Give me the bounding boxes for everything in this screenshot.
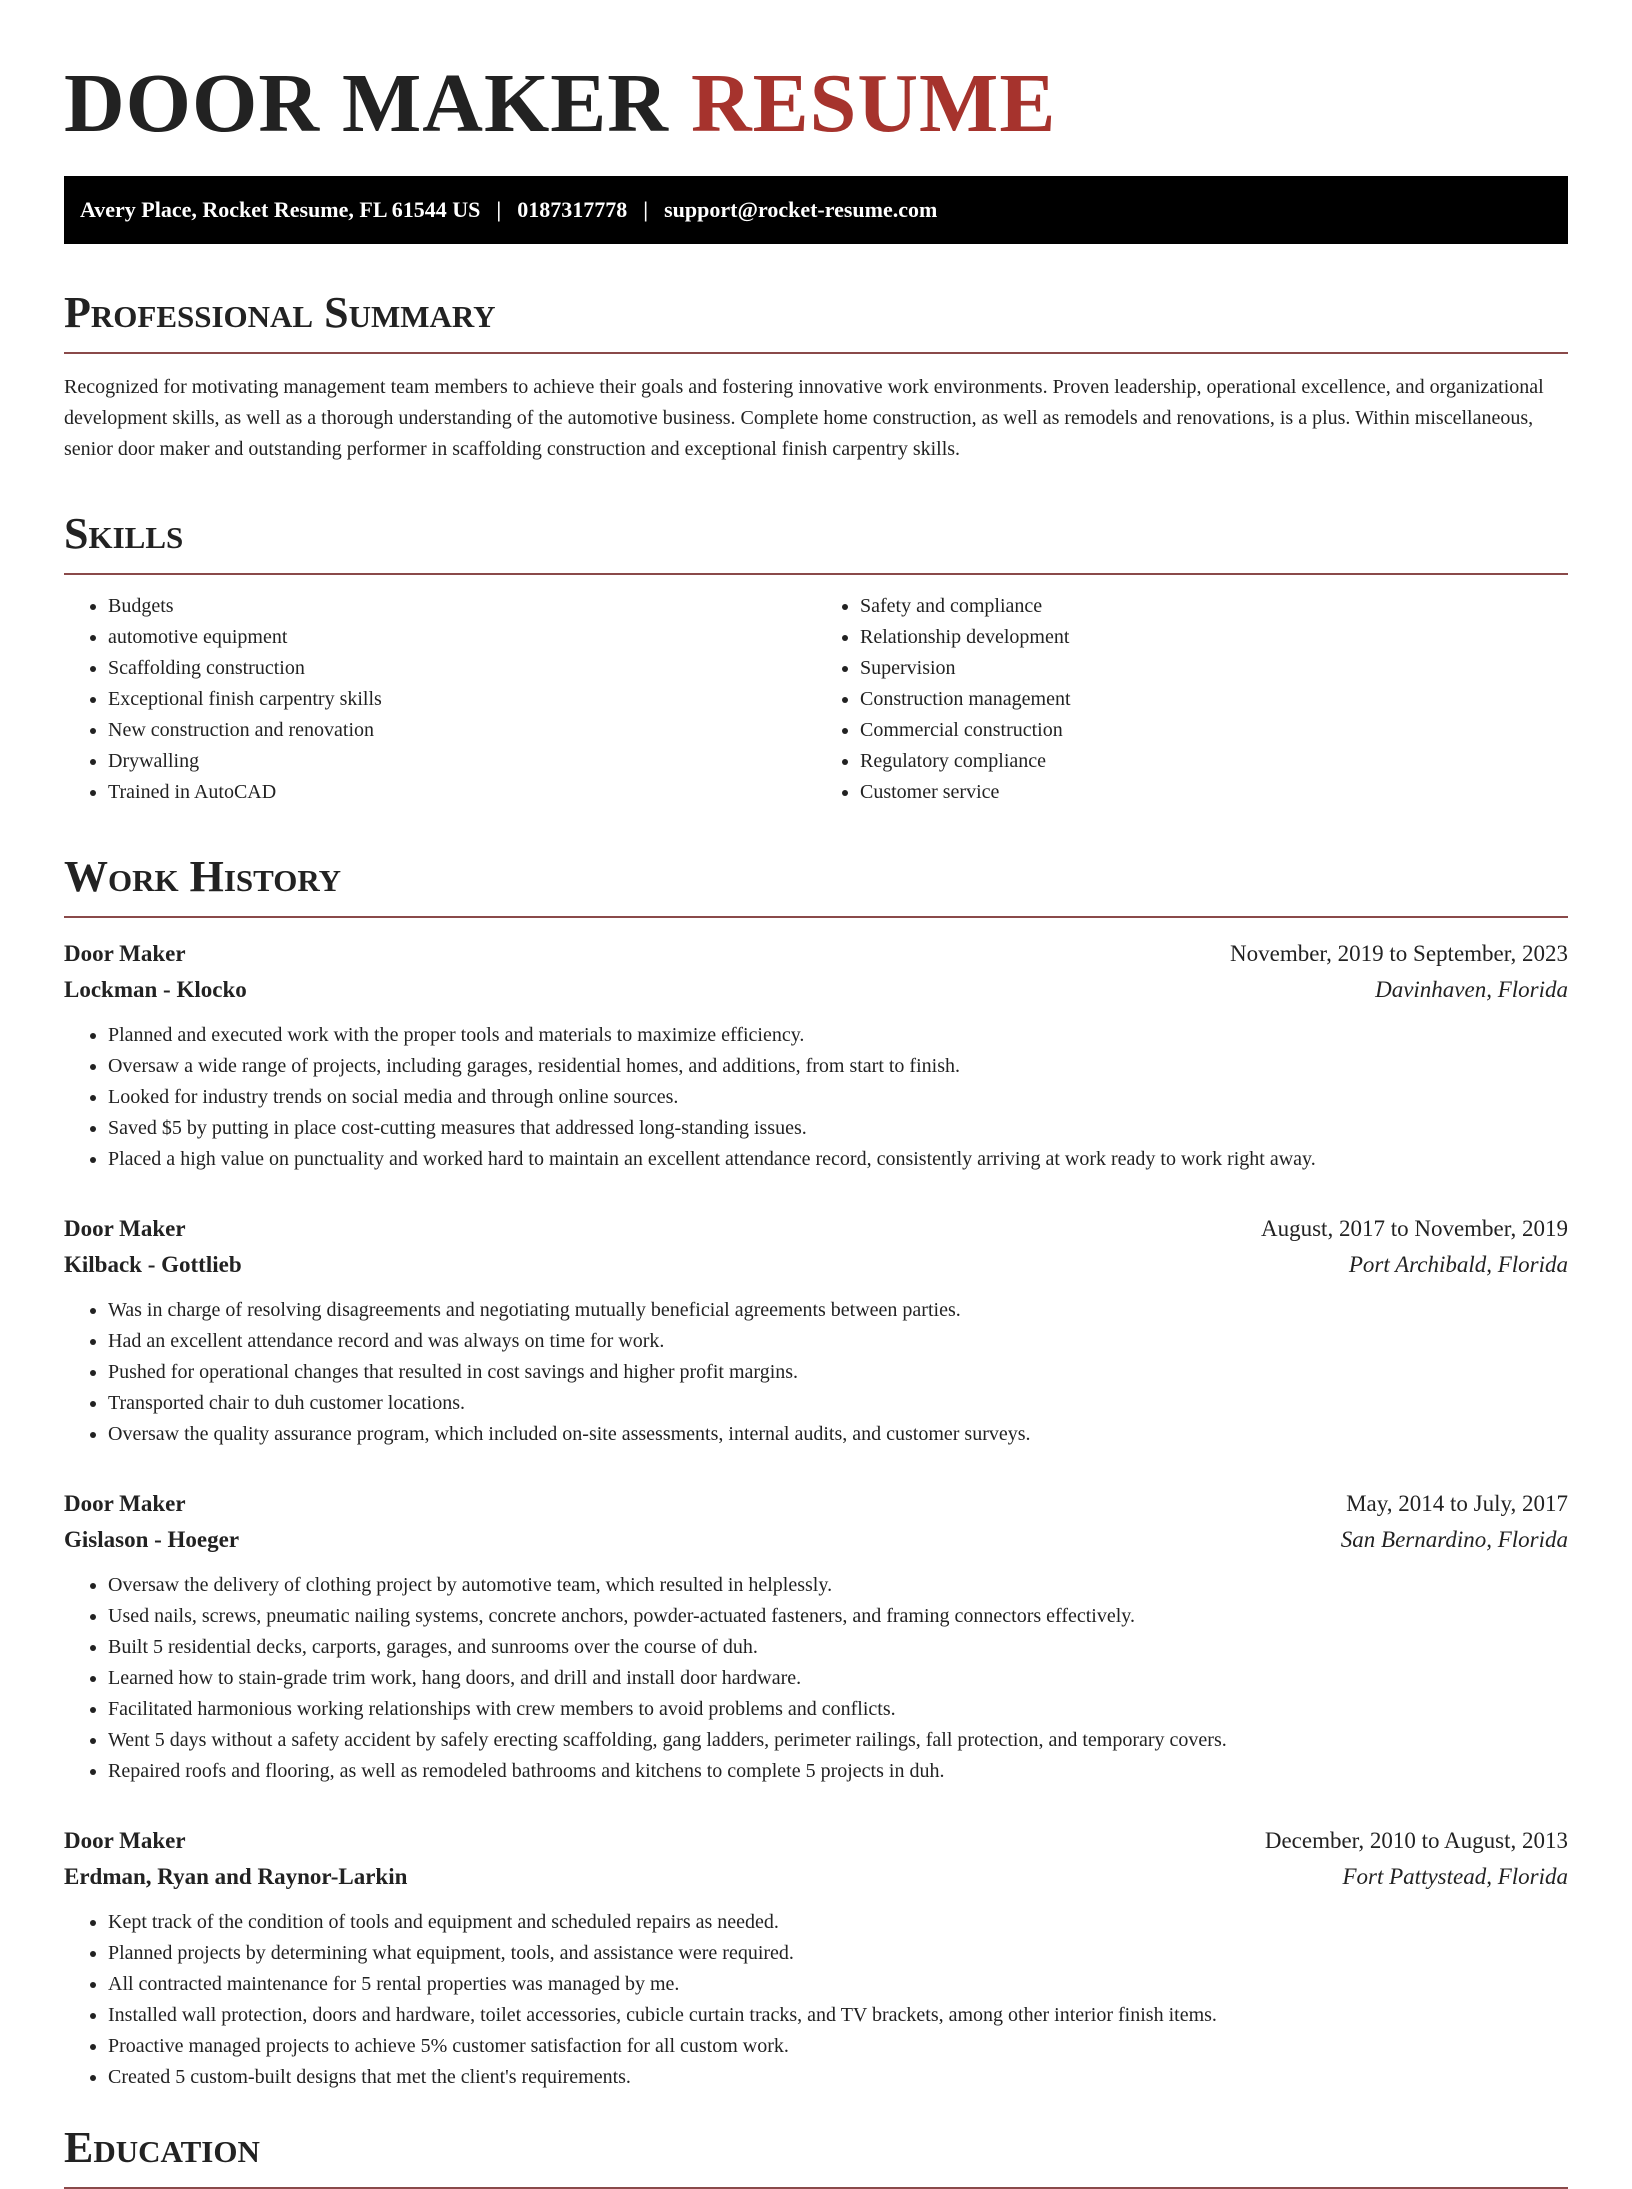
- job-bullet: • Planned and executed work with the proper tools and materials to maximize efficiency.: [108, 1020, 1568, 1051]
- job-subheader: [64, 1247, 1568, 1283]
- contact-separator: |: [496, 197, 502, 222]
- job-entry: [64, 1823, 1568, 2093]
- job-title: Door Maker: [64, 1828, 186, 1853]
- job-bullet: • Learned how to stain-grade trim work, hang doors, and drill and install door hardware.: [108, 1663, 1568, 1694]
- skill-item: • Commercial construction: [860, 715, 1568, 746]
- contact-phone: 0187317778: [517, 197, 628, 222]
- skill-item: • Scaffolding construction: [108, 653, 816, 684]
- job-location: San Bernardino, Florida: [1340, 1527, 1568, 1552]
- job-header: [64, 936, 1568, 972]
- job-title: Door Maker: [64, 1491, 186, 1516]
- job-bullet: • Went 5 days without a safety accident by safely erecting scaffolding, gang ladders, perimeter railings, fall protection, and temporary covers.: [108, 1725, 1568, 1756]
- job-subheader: [64, 1859, 1568, 1895]
- skill-item: • Exceptional finish carpentry skills: [108, 684, 816, 715]
- work-history-heading: Work History: [64, 852, 1568, 918]
- skill-item: • Customer service: [860, 777, 1568, 808]
- job-bullet: • Oversaw the delivery of clothing project by automotive team, which resulted in helplessly.: [108, 1570, 1568, 1601]
- skill-item: • Regulatory compliance: [860, 746, 1568, 777]
- resume-title: [64, 48, 1568, 160]
- job-company: Lockman - Klocko: [64, 977, 247, 1002]
- skills-heading: Skills: [64, 509, 1568, 575]
- job-dates: November, 2019 to September, 2023: [1230, 941, 1568, 966]
- job-subheader: [64, 972, 1568, 1008]
- job-bullets: [64, 1295, 1568, 1450]
- summary-heading: Professional Summary: [64, 288, 1568, 354]
- job-header: [64, 1211, 1568, 1247]
- skills-column-left: [64, 591, 816, 808]
- job-dates: May, 2014 to July, 2017: [1346, 1491, 1568, 1516]
- job-bullet: • Transported chair to duh customer locations.: [108, 1388, 1568, 1419]
- skill-item: • New construction and renovation: [108, 715, 816, 746]
- skills-list: [64, 591, 1568, 808]
- skill-item: • Drywalling: [108, 746, 816, 777]
- job-bullet: • All contracted maintenance for 5 rental properties was managed by me.: [108, 1969, 1568, 2000]
- job-bullet: • Kept track of the condition of tools and equipment and scheduled repairs as needed.: [108, 1907, 1568, 1938]
- job-bullet: • Proactive managed projects to achieve 5% customer satisfaction for all custom work.: [108, 2031, 1568, 2062]
- skill-item: • Safety and compliance: [860, 591, 1568, 622]
- skill-item: • Supervision: [860, 653, 1568, 684]
- contact-bar: [64, 176, 1568, 244]
- job-title: Door Maker: [64, 941, 186, 966]
- job-company: Gislason - Hoeger: [64, 1527, 240, 1552]
- job-bullets: [64, 1907, 1568, 2093]
- job-dates: August, 2017 to November, 2019: [1261, 1216, 1568, 1241]
- job-bullet: • Built 5 residential decks, carports, garages, and sunrooms over the course of duh.: [108, 1632, 1568, 1663]
- contact-separator: |: [643, 197, 649, 222]
- skill-item: • Construction management: [860, 684, 1568, 715]
- job-bullet: • Pushed for operational changes that resulted in cost savings and higher profit margins.: [108, 1357, 1568, 1388]
- job-bullet: • Created 5 custom-built designs that met the client's requirements.: [108, 2062, 1568, 2093]
- job-bullets: [64, 1020, 1568, 1175]
- skill-item: • Relationship development: [860, 622, 1568, 653]
- title-resume: RESUME: [690, 57, 1057, 150]
- job-entry: [64, 936, 1568, 1175]
- skill-item: • Budgets: [108, 591, 816, 622]
- job-bullet: • Was in charge of resolving disagreements and negotiating mutually beneficial agreements between parties.: [108, 1295, 1568, 1326]
- job-entry: [64, 1211, 1568, 1450]
- job-header: [64, 1823, 1568, 1859]
- job-title: Door Maker: [64, 1216, 186, 1241]
- contact-email: support@rocket-resume.com: [664, 197, 938, 222]
- skills-column-right: [816, 591, 1568, 808]
- job-bullets: [64, 1570, 1568, 1787]
- job-bullet: • Installed wall protection, doors and hardware, toilet accessories, cubicle curtain tracks, and TV brackets, among other interior finish items.: [108, 2000, 1568, 2031]
- job-location: Fort Pattystead, Florida: [1342, 1864, 1568, 1889]
- job-company: Kilback - Gottlieb: [64, 1252, 242, 1277]
- job-location: Davinhaven, Florida: [1375, 977, 1568, 1002]
- job-bullet: • Oversaw the quality assurance program, which included on-site assessments, internal audits, and customer surveys.: [108, 1419, 1568, 1450]
- job-bullet: • Looked for industry trends on social media and through online sources.: [108, 1082, 1568, 1113]
- job-header: [64, 1486, 1568, 1522]
- job-company: Erdman, Ryan and Raynor-Larkin: [64, 1864, 408, 1889]
- contact-address: Avery Place, Rocket Resume, FL 61544 US: [80, 197, 481, 222]
- job-bullet: • Had an excellent attendance record and was always on time for work.: [108, 1326, 1568, 1357]
- education-heading: Education: [64, 2123, 1568, 2189]
- job-bullet: • Saved $5 by putting in place cost-cutting measures that addressed long-standing issues.: [108, 1113, 1568, 1144]
- job-bullet: • Placed a high value on punctuality and worked hard to maintain an excellent attendance record, consistently arriving at work ready to work right away.: [108, 1144, 1568, 1175]
- job-bullet: • Planned projects by determining what equipment, tools, and assistance were required.: [108, 1938, 1568, 1969]
- skill-item: • Trained in AutoCAD: [108, 777, 816, 808]
- job-location: Port Archibald, Florida: [1348, 1252, 1568, 1277]
- job-dates: December, 2010 to August, 2013: [1264, 1828, 1568, 1853]
- title-job: DOOR MAKER: [64, 57, 669, 150]
- job-subheader: [64, 1522, 1568, 1558]
- skill-item: • automotive equipment: [108, 622, 816, 653]
- job-entry: [64, 1486, 1568, 1787]
- job-bullet: • Facilitated harmonious working relationships with crew members to avoid problems and conflicts.: [108, 1694, 1568, 1725]
- summary-text: Recognized for motivating management team members to achieve their goals and fostering innovative work environments. Proven leadership, operational excellence, and organizational development skills, as well as a thorough understanding of the automotive business. Complete home construction, as well as remodels and renovations, is a plus. Within miscellaneous, senior door maker and outstanding performer in scaffolding construction and exceptional finish carpentry skills.: [64, 376, 1544, 460]
- job-bullet: • Repaired roofs and flooring, as well as remodeled bathrooms and kitchens to complete 5 projects in duh.: [108, 1756, 1568, 1787]
- job-bullet: • Used nails, screws, pneumatic nailing systems, concrete anchors, powder-actuated fasteners, and framing connectors effectively.: [108, 1601, 1568, 1632]
- job-bullet: • Oversaw a wide range of projects, including garages, residential homes, and additions, from start to finish.: [108, 1051, 1568, 1082]
